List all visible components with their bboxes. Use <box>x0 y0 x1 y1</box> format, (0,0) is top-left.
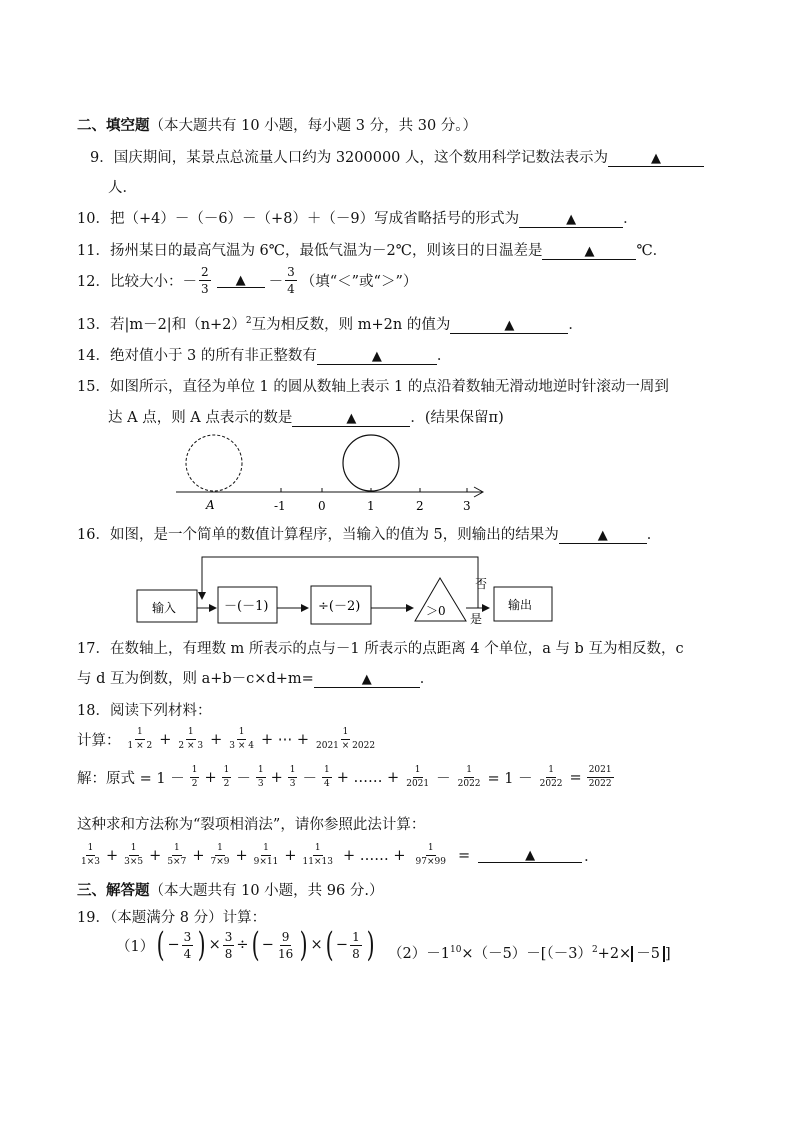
q15-end: ．(结果保留π) <box>410 410 504 426</box>
tick-label: -1 <box>274 499 286 513</box>
q10-end: ． <box>623 211 638 227</box>
ellipsis: + …… + <box>336 769 400 786</box>
section3-title: 三、解答题 <box>77 882 150 899</box>
q13-text2: 互为相反数，则 m+2n 的值为 <box>251 317 451 333</box>
frac-den: 4 <box>287 282 295 296</box>
left-paren: ( <box>325 925 334 965</box>
triangle-mark: ▲ <box>597 528 608 543</box>
fraction <box>276 931 295 960</box>
sol-fraction <box>190 766 200 789</box>
frac-num: 1 <box>261 844 271 856</box>
sol-fraction <box>404 766 431 789</box>
frac-den: 2 × 3 <box>178 741 204 751</box>
frac-den: 3 <box>289 779 296 789</box>
absolute-value <box>631 946 665 962</box>
question-17-line2 <box>77 667 434 688</box>
question-9 <box>90 146 704 167</box>
q18-task-line <box>77 844 599 867</box>
q9-answer-blank[interactable] <box>608 151 704 167</box>
frac-num: 1 <box>256 766 266 778</box>
divide-sign: ÷ <box>236 937 249 953</box>
frac-num: 3 <box>287 265 295 279</box>
sol-fraction <box>587 766 614 789</box>
triangle-mark: ▲ <box>651 151 662 166</box>
q17-answer-blank[interactable] <box>314 672 420 688</box>
q13-end: ． <box>568 317 583 333</box>
p2-text2: ×（－5）－[（－3） <box>461 946 592 962</box>
q17-end: ． <box>419 671 435 687</box>
dashed-circle <box>186 435 242 491</box>
frac-den: 1 × 2 <box>127 741 153 751</box>
frac-den: 5×7 <box>167 857 187 867</box>
q16-answer-blank[interactable] <box>559 528 647 544</box>
frac-num: 1 <box>215 844 225 856</box>
frac-den: 11×13 <box>302 857 333 867</box>
plus-sign: + <box>210 731 223 748</box>
frac-den: 7×9 <box>210 857 230 867</box>
frac-den: 9×11 <box>253 857 279 867</box>
q19-part1 <box>116 925 377 965</box>
frac-num: 1 <box>237 728 247 740</box>
flowchart <box>132 553 558 627</box>
triangle-mark: ▲ <box>346 411 357 426</box>
calc-fraction <box>227 728 256 751</box>
left-paren: ( <box>251 925 260 965</box>
input-label: 输入 <box>152 601 177 615</box>
frac-num: 1 <box>413 766 423 778</box>
frac-num: 1 <box>352 929 360 944</box>
solid-circle <box>343 435 399 491</box>
q9-text: 9．国庆期间，某景点总流量人口约为 3200000 人，这个数用科学记数法表示为 <box>90 150 609 166</box>
q14-answer-blank[interactable] <box>317 349 437 365</box>
triangle-mark: ▲ <box>566 212 577 227</box>
frac-num: 1 <box>464 766 474 778</box>
section2-note: （本大题共有 10 小题，每小题 3 分，共 30 分。） <box>149 118 478 134</box>
question-11 <box>77 239 667 260</box>
question-15-line1: 15．如图所示，直径为单位 1 的圆从数轴上表示 1 的点沿着数轴无滑动地逆时针滚动一周到 <box>77 379 669 395</box>
sol-fraction <box>538 766 565 789</box>
sol-fraction <box>288 766 298 789</box>
q12-suffix: （填“＜”或“＞”） <box>300 274 418 290</box>
frac-den: 16 <box>277 946 294 961</box>
triangle-mark: ▲ <box>361 672 372 687</box>
tick-label: 2 <box>416 499 424 513</box>
p2-end: ] <box>664 946 671 962</box>
section2-heading <box>77 114 477 135</box>
times-sign: × <box>310 937 323 953</box>
sol-fraction <box>222 766 232 789</box>
question-16 <box>77 523 661 544</box>
frac-num: 1 <box>186 728 196 740</box>
abs-content: －5 <box>636 946 660 962</box>
p2-exponent: 10 <box>449 945 462 956</box>
frac-num: 1 <box>190 766 200 778</box>
minus-sign: － <box>236 771 251 787</box>
q18-calc-line <box>77 728 379 751</box>
q18-answer-blank[interactable] <box>478 848 582 864</box>
frac-num: 1 <box>129 844 139 856</box>
question-13 <box>77 313 583 334</box>
tick-label: 1 <box>367 499 375 513</box>
fraction <box>223 931 235 960</box>
calc-fraction <box>126 728 155 751</box>
q11-end: ℃． <box>636 243 668 259</box>
frac-num: 1 <box>288 766 298 778</box>
frac-den: 2021 <box>406 779 430 789</box>
frac-den: 3×5 <box>124 857 144 867</box>
frac-den: 3 × 4 <box>229 741 254 751</box>
sol-fraction <box>456 766 483 789</box>
fraction <box>350 931 362 960</box>
frac-num: 1 <box>172 844 182 856</box>
ellipsis: + ⋯ + <box>260 731 309 748</box>
right-paren: ) <box>197 925 206 965</box>
part1-label: （1） <box>116 938 155 955</box>
plus-sign: + <box>270 769 283 786</box>
number-line-figure <box>170 432 490 516</box>
frac-num: 1 <box>546 766 556 778</box>
section3-note: （本大题共有 10 小题，共 96 分.） <box>149 883 384 899</box>
condition-label: ＞0 <box>426 604 446 618</box>
q12-fraction-2 <box>285 266 297 295</box>
plus-sign: + <box>235 847 248 864</box>
question-18-title: 18．阅读下列材料： <box>77 703 212 719</box>
plus-sign: + <box>106 847 119 864</box>
frac-den: 4 <box>323 779 330 789</box>
tick-label: 0 <box>318 499 326 513</box>
q18-method-text: 这种求和方法称为“裂项相消法”，请你参照此法计算： <box>77 817 426 833</box>
question-10 <box>77 207 638 228</box>
equals-sign: = <box>569 769 582 786</box>
minus-sign: − <box>261 937 274 953</box>
section3-heading <box>77 879 383 900</box>
q15-text: 达 A 点，则 A 点表示的数是 <box>108 410 293 426</box>
plus-sign: + <box>149 847 162 864</box>
frac-num: 1 <box>426 844 436 856</box>
frac-num: 3 <box>224 929 233 944</box>
q12-answer-blank[interactable] <box>217 273 265 289</box>
section2-title: 二、填空题 <box>77 117 150 134</box>
solution-label: 解：原式 = 1 － <box>77 771 185 787</box>
minus-sign: － <box>436 771 451 787</box>
part2-label: （2） <box>388 946 427 962</box>
task-fraction <box>79 844 102 867</box>
frac-den: 1×3 <box>81 857 100 867</box>
triangle-mark: ▲ <box>504 318 515 333</box>
frac-den: 4 <box>183 946 192 961</box>
ellipsis: + …… + <box>342 847 406 864</box>
op2-label: ÷(－2) <box>318 599 361 614</box>
frac-num: 9 <box>281 929 290 944</box>
q17-text: 与 d 互为倒数，则 a+b－c×d+m= <box>77 671 314 687</box>
frac-den: 3 <box>257 779 264 789</box>
left-paren: ( <box>156 925 165 965</box>
question-14 <box>77 344 451 365</box>
right-paren: ) <box>366 925 375 965</box>
frac-den: 2 <box>191 779 198 789</box>
tick-label: 3 <box>463 499 471 513</box>
q13-answer-blank[interactable] <box>450 318 568 334</box>
minus-sign: － <box>302 771 317 787</box>
plus-sign: + <box>192 847 205 864</box>
q10-answer-blank[interactable] <box>519 212 623 228</box>
frac-den: 2 <box>223 779 230 789</box>
frac-den: 97×99 <box>415 857 446 867</box>
question-15-line2 <box>108 406 504 427</box>
frac-num: 1 <box>222 766 232 778</box>
q15-answer-blank[interactable] <box>292 411 410 427</box>
frac-num: 3 <box>183 929 192 944</box>
q18-end: ． <box>584 849 599 865</box>
q12-fraction-1 <box>199 266 211 295</box>
task-fraction <box>301 844 335 867</box>
q13-text: 13．若|m－2|和（n+2） <box>77 317 246 333</box>
q10-text: 10．把（+4）－（－6）－（+8）＋（－9）写成省略括号的形式为 <box>77 211 520 227</box>
label-a: A <box>206 498 215 512</box>
minus-sign: − <box>167 937 180 953</box>
times-sign: × <box>208 937 221 953</box>
sol-fraction <box>322 766 332 789</box>
q14-end: ． <box>436 348 452 364</box>
q9-tail: 人． <box>108 180 137 196</box>
frac-den: 8 <box>352 946 360 961</box>
frac-num: 2021 <box>587 766 614 778</box>
frac-num: 1 <box>313 844 323 856</box>
q14-text: 14．绝对值小于 3 的所有非正整数有 <box>77 348 317 364</box>
triangle-mark: ▲ <box>525 847 536 863</box>
p2-exponent2: 2 <box>591 945 598 956</box>
q12-mid: － <box>268 274 284 290</box>
op1-label: －(－1) <box>224 599 269 614</box>
yes-label: 是 <box>470 612 483 626</box>
frac-num: 1 <box>341 728 351 740</box>
fraction <box>182 931 194 960</box>
minus-sign: − <box>335 937 349 953</box>
q13-exponent: 2 <box>245 316 252 327</box>
q18-solution-line <box>77 766 616 789</box>
paren-group <box>323 925 377 965</box>
q11-text: 11．扬州某日的最高气温为 6℃，最低气温为－2℃，则该日的日温差是 <box>77 243 543 259</box>
task-fraction <box>252 844 281 867</box>
q16-end: ． <box>646 527 662 543</box>
sol-fraction <box>256 766 266 789</box>
paren-group <box>249 925 311 965</box>
calc-fraction <box>314 728 377 751</box>
question-17-line1: 17．在数轴上，有理数 m 所表示的点与－1 所表示的点距离 4 个单位，a 与 b 互为相反数，c <box>77 641 684 657</box>
frac-den: 2022 <box>457 779 481 789</box>
triangle-mark: ▲ <box>371 349 382 364</box>
frac-den: 2022 <box>539 779 563 789</box>
p2-text: －1 <box>426 946 450 962</box>
frac-num: 1 <box>86 844 96 856</box>
frac-num: 2 <box>200 265 209 279</box>
triangle-mark: ▲ <box>235 272 246 288</box>
question-12 <box>77 266 417 295</box>
q16-text: 16．如图，是一个简单的数值计算程序，当输入的值为 5，则输出的结果为 <box>77 527 559 543</box>
frac-num: 1 <box>135 728 145 740</box>
equals-sign: = <box>457 847 471 864</box>
output-label: 输出 <box>508 598 533 612</box>
q11-answer-blank[interactable] <box>542 244 636 260</box>
frac-den: 8 <box>224 946 233 961</box>
calc-fraction <box>176 728 205 751</box>
calc-label: 计算： <box>77 733 121 749</box>
frac-den: 2021 × 2022 <box>316 741 376 751</box>
right-paren: ) <box>299 925 308 965</box>
frac-den: 2022 <box>588 779 612 789</box>
q19-part2 <box>388 942 671 963</box>
frac-num: 1 <box>322 766 332 778</box>
question-19-title: 19．（本题满分 8 分）计算： <box>77 910 267 926</box>
q12-prefix: 12．比较大小：－ <box>77 274 197 290</box>
p2-text3: +2× <box>597 946 632 962</box>
task-fraction <box>122 844 145 867</box>
frac-den: 3 <box>200 282 209 296</box>
task-fraction <box>208 844 231 867</box>
task-fraction <box>414 844 448 867</box>
task-fraction <box>165 844 188 867</box>
plus-sign: + <box>159 731 172 748</box>
equals-one-minus: = 1 － <box>487 771 533 787</box>
no-label: 否 <box>475 577 488 591</box>
plus-sign: + <box>204 769 217 786</box>
paren-group <box>154 925 208 965</box>
triangle-mark: ▲ <box>584 244 595 259</box>
plus-sign: + <box>284 847 297 864</box>
